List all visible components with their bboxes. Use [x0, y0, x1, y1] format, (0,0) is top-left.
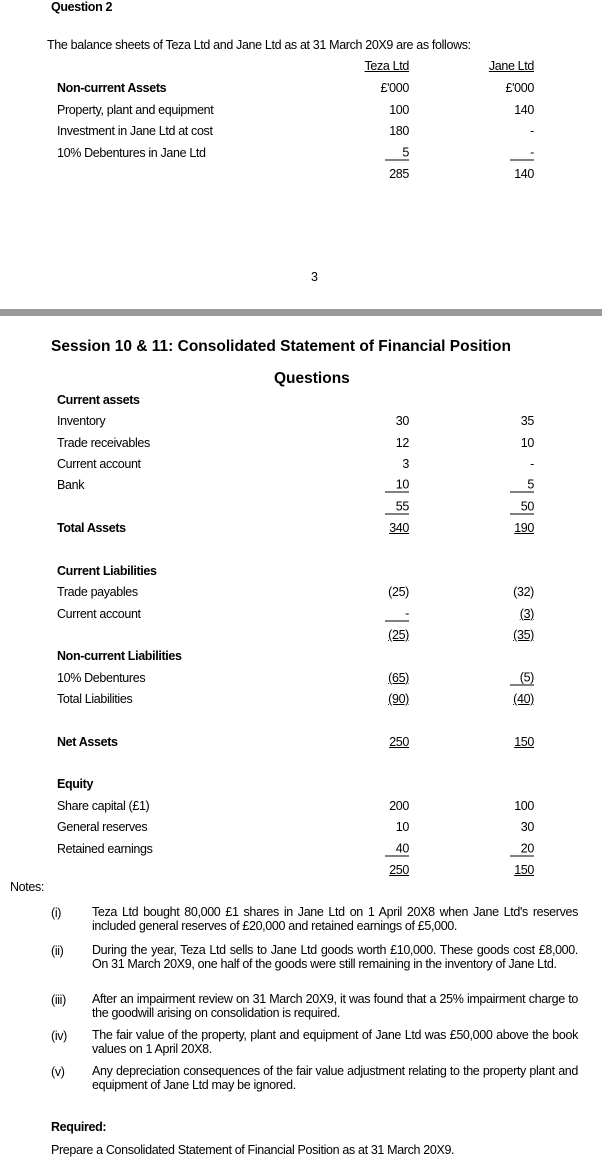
value-jane [514, 735, 534, 749]
row-label: Retained earnings [57, 841, 153, 856]
value-jane-text: 150 [514, 862, 534, 877]
value-teza [389, 167, 409, 181]
value-jane-text: (5) [510, 671, 534, 685]
column-header-teza: Teza Ltd [364, 59, 409, 73]
value-teza-text: 180 [389, 124, 409, 138]
value-teza [389, 124, 409, 138]
value-jane [530, 457, 534, 471]
value-teza-text: 200 [389, 798, 409, 813]
value-jane-text: 30 [520, 820, 534, 835]
value-teza [388, 628, 409, 642]
value-jane [506, 81, 534, 95]
value-teza-text: 100 [389, 102, 409, 117]
value-jane [514, 863, 534, 877]
value-jane-text: 150 [514, 734, 534, 749]
value-teza-text: - [385, 607, 409, 621]
note-number: (iii) [51, 993, 66, 1007]
row-label: 10% Debentures [57, 670, 146, 685]
row-label: Current Liabilities [57, 563, 157, 578]
value-jane [510, 499, 534, 514]
row-label: Current account [57, 606, 141, 621]
note-text: The fair value of the property, plant and equipment of Jane Ltd was £50,000 above the book values on 1 April 20X8. [92, 1028, 578, 1056]
value-jane [514, 103, 534, 117]
value-teza [385, 145, 409, 160]
page-divider [0, 309, 602, 316]
note-item [51, 1065, 578, 1092]
value-jane [513, 692, 534, 706]
value-teza-text: 55 [385, 500, 409, 514]
value-jane [514, 799, 534, 813]
value-jane-text: 5 [510, 479, 534, 493]
value-teza [385, 478, 409, 493]
value-teza-text: 340 [389, 521, 409, 536]
value-jane-text: 100 [514, 798, 534, 813]
value-jane [514, 167, 534, 181]
value-teza [385, 841, 409, 856]
value-jane [513, 628, 534, 642]
value-jane [514, 521, 534, 535]
row-label: Bank [57, 478, 85, 493]
value-jane-text: 20 [510, 842, 534, 856]
value-teza [385, 499, 409, 514]
note-text: After an impairment review on 31 March 20X9, it was found that a 25% impairment charge to the goodwill arising on consolidation is required. [92, 992, 578, 1020]
questions-subtitle: Questions [274, 370, 350, 387]
note-number: (v) [51, 1065, 65, 1079]
value-jane [521, 436, 534, 450]
note-item [51, 1029, 578, 1056]
value-teza-text: 12 [395, 435, 409, 450]
value-teza-text: (25) [388, 585, 409, 600]
value-teza [385, 606, 409, 621]
value-jane [521, 820, 534, 834]
value-teza-text: 30 [395, 414, 409, 429]
value-teza-text: 250 [389, 734, 409, 749]
value-jane [520, 607, 534, 621]
value-teza-text: 10 [385, 479, 409, 493]
value-teza [389, 521, 409, 535]
row-label: Non-current Liabilities [57, 649, 182, 664]
value-teza [389, 863, 409, 877]
note-item [51, 993, 578, 1020]
row-label: Non-current Assets [57, 81, 167, 95]
value-teza [388, 692, 409, 706]
value-teza-text: 10 [395, 820, 409, 835]
row-label: Inventory [57, 414, 106, 429]
row-label: Current account [57, 457, 141, 472]
question-heading: Question 2 [51, 0, 113, 14]
value-teza [389, 103, 409, 117]
value-teza-text: (25) [388, 627, 409, 642]
value-teza [396, 414, 409, 428]
note-item [51, 906, 578, 933]
row-label: Current assets [57, 393, 140, 407]
value-jane [510, 841, 534, 856]
value-teza [381, 81, 409, 95]
notes-label: Notes: [10, 880, 45, 894]
value-jane [521, 414, 534, 428]
value-jane-text: (40) [513, 692, 534, 707]
session-title: Session 10 & 11: Consolidated Statement of Financial Position [51, 338, 511, 355]
value-teza-text: (90) [388, 692, 409, 707]
note-number: (i) [51, 906, 62, 920]
value-jane-text: - [530, 457, 534, 472]
value-jane-text: 140 [514, 102, 534, 117]
note-number: (iv) [51, 1029, 67, 1043]
value-jane-text: 140 [514, 167, 534, 181]
row-label: General reserves [57, 820, 148, 835]
row-label: Investment in Jane Ltd at cost [57, 124, 213, 138]
value-jane-text: - [510, 146, 534, 160]
value-jane [510, 145, 534, 160]
value-teza-text: £'000 [380, 81, 409, 95]
value-teza [402, 457, 409, 471]
note-text: During the year, Teza Ltd sells to Jane Ltd goods worth £10,000. These goods cost £8,000. On 31 March 20X9, one half of the goods were still remaining in the inventory of Jane Ltd. [92, 943, 578, 971]
value-jane-text: (35) [513, 627, 534, 642]
value-teza-text: 5 [385, 146, 409, 160]
required-label: Required: [51, 1120, 107, 1134]
value-teza [396, 436, 409, 450]
row-label: Trade receivables [57, 435, 150, 450]
value-teza [389, 799, 409, 813]
value-jane [513, 585, 534, 599]
value-jane-text: - [530, 124, 534, 138]
value-teza [388, 585, 409, 599]
value-teza [396, 820, 409, 834]
row-label: Share capital (£1) [57, 798, 150, 813]
value-jane-text: £'000 [505, 81, 534, 95]
row-label: Net Assets [57, 734, 118, 749]
value-teza-text: 285 [389, 167, 409, 181]
value-jane-text: (3) [519, 606, 534, 621]
value-teza-text: 250 [389, 862, 409, 877]
value-jane-text: (32) [513, 585, 534, 600]
value-teza [388, 671, 409, 685]
row-label: 10% Debentures in Jane Ltd [57, 145, 206, 160]
column-header-jane: Jane Ltd [488, 59, 534, 73]
value-teza-text: 3 [402, 457, 409, 472]
value-jane-text: 35 [520, 414, 534, 429]
value-teza-text: (65) [388, 670, 409, 685]
value-jane-text: 10 [520, 435, 534, 450]
value-teza [389, 735, 409, 749]
required-text: Prepare a Consolidated Statement of Financial Position as at 31 March 20X9. [51, 1143, 455, 1157]
note-number: (ii) [51, 944, 64, 958]
row-label: Total Assets [57, 521, 126, 536]
note-item [51, 944, 578, 971]
page-number: 3 [311, 270, 318, 284]
intro-text: The balance sheets of Teza Ltd and Jane Ltd as at 31 March 20X9 are as follows: [47, 38, 471, 52]
value-jane-text: 190 [514, 521, 534, 536]
value-jane [510, 478, 534, 493]
note-text: Any depreciation consequences of the fair value adjustment relating to the property plant and equipment of Jane Ltd may be ignored. [92, 1064, 578, 1092]
row-label: Trade payables [57, 585, 138, 600]
row-label: Equity [57, 777, 94, 792]
value-jane [530, 124, 534, 138]
row-label: Property, plant and equipment [57, 102, 214, 117]
note-text: Teza Ltd bought 80,000 £1 shares in Jane Ltd on 1 April 20X8 when Jane Ltd's reserves included general reserves of £20,000 and retained earnings of £5,000. [92, 905, 578, 933]
value-jane [510, 670, 534, 685]
value-teza-text: 40 [385, 842, 409, 856]
value-jane-text: 50 [510, 500, 534, 514]
row-label: Total Liabilities [57, 692, 133, 707]
